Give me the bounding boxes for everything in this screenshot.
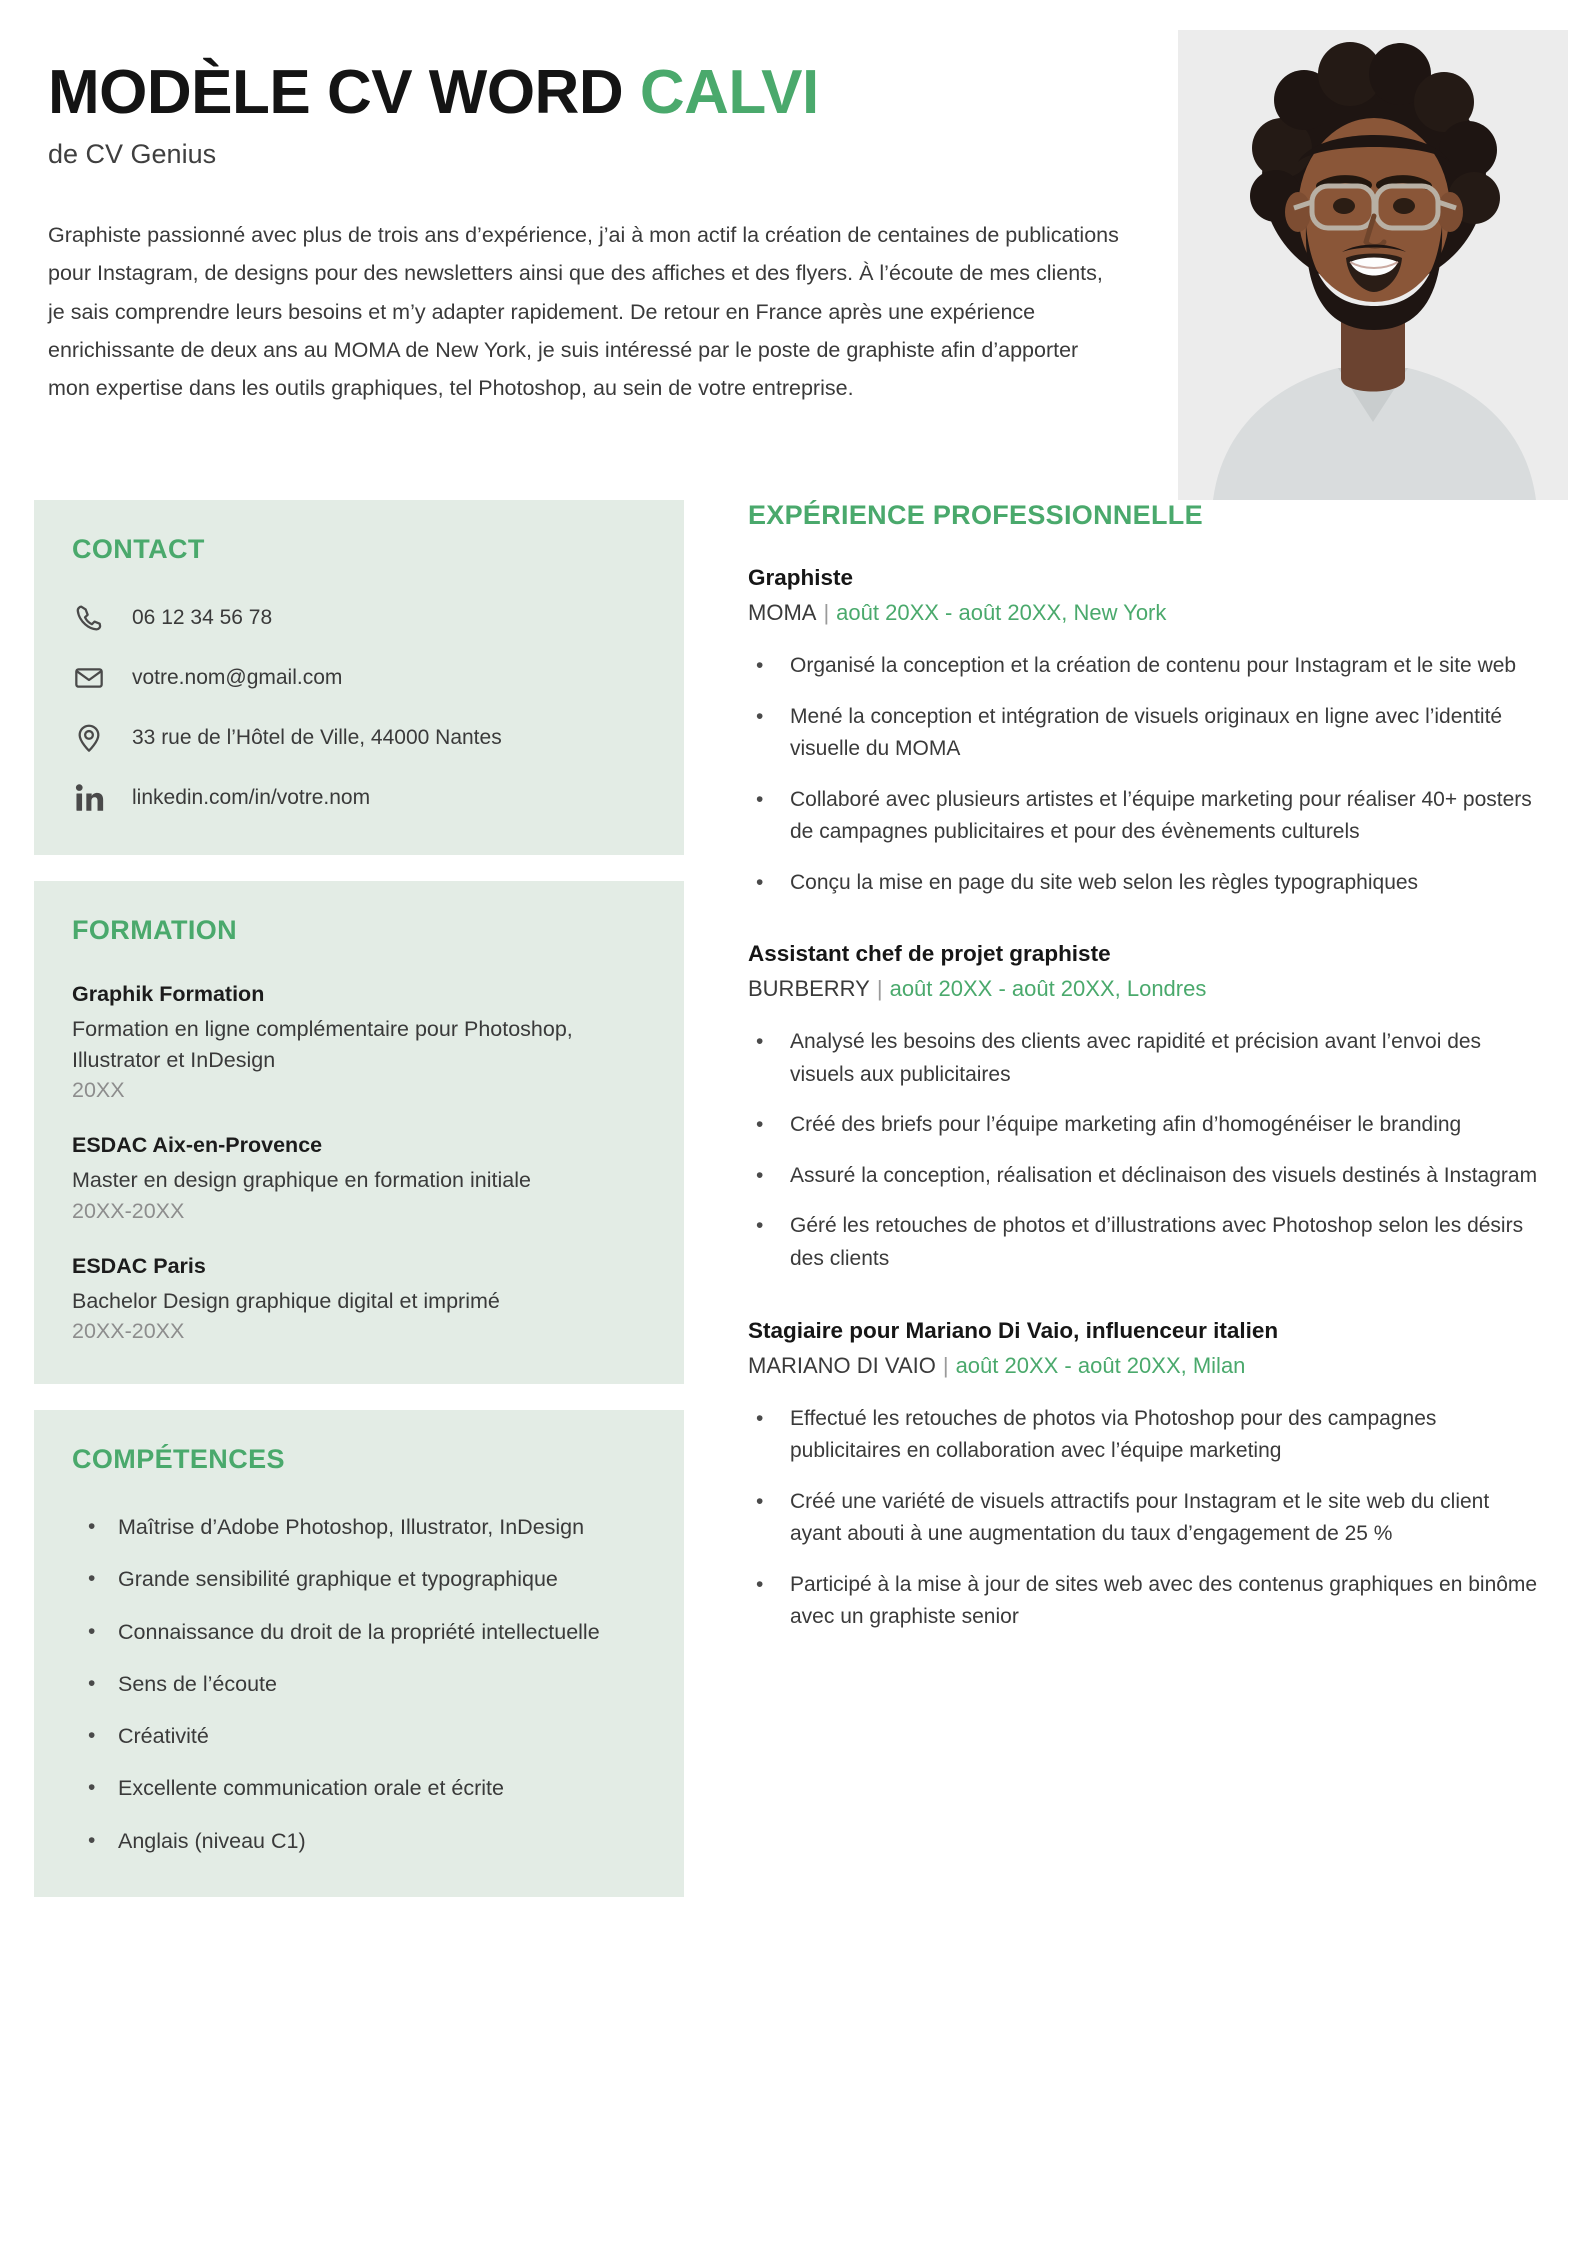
page-title-accent: CALVI xyxy=(639,58,819,127)
bullet-icon: • xyxy=(756,704,764,728)
bullet-icon: • xyxy=(88,1671,96,1695)
job-company: BURBERRY xyxy=(748,976,870,1002)
profile-summary: Graphiste passionné avec plus de trois ans d’expérience, j’ai à mon actif la création de centaines de publications pour Instagram, de designs pour des newsletters ainsi que des affiches et des flyers. À l’écoute de mes clients, je sais comprendre leurs besoins et m’y adapter rapidement. De retour en France après une expérience enrichissante de deux ans au MOMA de New York, je suis intéressé par le poste de graphiste afin d’apporter mon expertise dans les outils graphiques, tel Photoshop, au sein de votre entreprise. xyxy=(48,223,1119,401)
list-item xyxy=(748,1210,1542,1275)
job-bullets xyxy=(748,650,1542,899)
list-item xyxy=(748,1109,1542,1142)
job-role: Assistant chef de projet graphiste xyxy=(748,941,1111,967)
skill-text: Excellente communication orale et écrite xyxy=(118,1776,504,1801)
contact-item-linkedin[interactable] xyxy=(72,781,646,815)
contact-value-address: 33 rue de l’Hôtel de Ville, 44000 Nantes xyxy=(132,726,502,749)
contact-section xyxy=(34,500,684,855)
bullet-icon: • xyxy=(88,1619,96,1643)
job-period: août 20XX - août 20XX, Londres xyxy=(889,976,1207,1002)
skill-text: Grande sensibilité graphique et typographique xyxy=(118,1567,558,1592)
education-school: Graphik Formation xyxy=(72,982,265,1006)
bullet-text: Effectué les retouches de photos via Photoshop pour des campagnes publicitaires en collaboration avec l’équipe marketing xyxy=(790,1406,1437,1463)
list-item xyxy=(748,1403,1542,1468)
skills-list xyxy=(72,1511,646,1857)
list-item xyxy=(72,1563,646,1595)
contact-section-title: CONTACT xyxy=(72,534,205,564)
contact-item-email[interactable] xyxy=(72,661,646,695)
skill-text: Maîtrise d’Adobe Photoshop, Illustrator, InDesign xyxy=(118,1515,585,1540)
bullet-text: Collaboré avec plusieurs artistes et l’équipe marketing pour réaliser 40+ posters de campagnes publicitaires et pour des évènements culturels xyxy=(790,787,1532,844)
job-period: août 20XX - août 20XX, New York xyxy=(836,600,1167,625)
experience-entry xyxy=(748,1318,1542,1634)
education-school: ESDAC Paris xyxy=(72,1253,206,1278)
skills-section-title: COMPÉTENCES xyxy=(72,1444,285,1475)
bullet-text: Assuré la conception, réalisation et déclinaison des visuels destinés à Instagram xyxy=(790,1163,1538,1187)
sidebar xyxy=(34,500,684,1923)
list-item xyxy=(72,1772,646,1804)
bullet-icon: • xyxy=(756,654,764,677)
bullet-icon: • xyxy=(756,1113,764,1137)
list-item xyxy=(748,1486,1542,1551)
bullet-icon: • xyxy=(756,1489,764,1513)
job-meta xyxy=(748,600,1542,626)
contact-value-email: votre.nom@gmail.com xyxy=(132,666,343,689)
list-item xyxy=(748,650,1542,683)
job-meta xyxy=(748,976,1542,1002)
page-subtitle: de CV Genius xyxy=(48,139,217,170)
experience-section-title: EXPÉRIENCE PROFESSIONNELLE xyxy=(748,500,1203,530)
bullet-text: Conçu la mise en page du site web selon les règles typographiques xyxy=(790,870,1419,894)
job-role: Stagiaire pour Mariano Di Vaio, influenceur italien xyxy=(748,1317,1279,1343)
bullet-text: Organisé la conception et la création de contenu pour Instagram et le site web xyxy=(790,654,1517,677)
contact-item-address[interactable] xyxy=(72,721,646,755)
education-section xyxy=(34,881,684,1384)
contact-list xyxy=(72,601,646,815)
list-item xyxy=(72,1825,646,1857)
linkedin-icon xyxy=(72,781,106,815)
bullet-icon: • xyxy=(88,1724,96,1748)
skill-text: Anglais (niveau C1) xyxy=(118,1828,306,1853)
education-degree: Bachelor Design graphique digital et imprimé xyxy=(72,1288,500,1313)
experience-entry xyxy=(748,941,1542,1275)
education-entry xyxy=(72,982,646,1103)
bullet-text: Participé à la mise à jour de sites web avec des contenus graphiques en binôme avec un graphiste senior xyxy=(790,1572,1538,1629)
list-item xyxy=(748,1026,1542,1091)
contact-value-linkedin: linkedin.com/in/votre.nom xyxy=(132,786,371,809)
bullet-icon: • xyxy=(756,1406,764,1430)
bullet-icon: • xyxy=(88,1515,96,1539)
job-company: MARIANO DI VAIO xyxy=(748,1352,936,1378)
portrait-illustration xyxy=(1178,30,1568,500)
education-entry xyxy=(72,1133,646,1224)
skill-text: Connaissance du droit de la propriété intellectuelle xyxy=(118,1619,600,1644)
list-item xyxy=(748,701,1542,766)
bullet-icon: • xyxy=(756,1030,764,1054)
education-entry xyxy=(72,1254,646,1345)
contact-item-phone[interactable] xyxy=(72,601,646,635)
location-pin-icon xyxy=(72,721,106,755)
list-item xyxy=(72,1720,646,1752)
job-separator: | xyxy=(823,600,830,625)
education-date: 20XX xyxy=(72,1078,125,1103)
bullet-icon: • xyxy=(88,1776,96,1800)
list-item xyxy=(748,784,1542,849)
bullet-icon: • xyxy=(756,1163,764,1187)
avatar xyxy=(1178,30,1568,500)
main-content xyxy=(684,500,1588,1634)
list-item xyxy=(748,1569,1542,1634)
list-item xyxy=(72,1511,646,1543)
education-school: ESDAC Aix-en-Provence xyxy=(72,1133,323,1158)
bullet-icon: • xyxy=(88,1567,96,1591)
bullet-icon: • xyxy=(756,1214,764,1238)
education-date: 20XX-20XX xyxy=(72,1319,185,1344)
bullet-icon: • xyxy=(756,1572,764,1596)
bullet-text: Créé une variété de visuels attractifs pour Instagram et le site web du client ayant abouti à une augmentation du taux d’engagement de 25 % xyxy=(790,1489,1490,1546)
job-role: Graphiste xyxy=(748,565,854,590)
education-date: 20XX-20XX xyxy=(72,1198,185,1223)
job-company: MOMA xyxy=(748,600,817,625)
education-section-title: FORMATION xyxy=(72,915,238,945)
bullet-text: Analysé les besoins des clients avec rapidité et précision avant l’envoi des visuels aux publicitaires xyxy=(790,1030,1482,1086)
bullet-icon: • xyxy=(88,1828,96,1852)
bullet-icon: • xyxy=(756,787,764,811)
job-bullets xyxy=(748,1026,1542,1275)
job-period: août 20XX - août 20XX, Milan xyxy=(955,1352,1246,1378)
job-separator: | xyxy=(876,976,883,1002)
list-item xyxy=(72,1668,646,1700)
bullet-text: Créé des briefs pour l’équipe marketing afin d’homogénéiser le branding xyxy=(790,1113,1462,1137)
page-title-main: MODÈLE CV WORD xyxy=(48,58,624,127)
contact-value-phone: 06 12 34 56 78 xyxy=(132,606,273,629)
content-columns xyxy=(0,500,1588,1923)
job-bullets xyxy=(748,1403,1542,1634)
bullet-text: Géré les retouches de photos et d’illustrations avec Photoshop selon les désirs des clients xyxy=(790,1214,1524,1271)
skill-text: Créativité xyxy=(118,1724,209,1749)
job-separator: | xyxy=(942,1352,949,1378)
experience-entry xyxy=(748,565,1542,899)
phone-icon xyxy=(72,601,106,635)
list-item xyxy=(748,1160,1542,1193)
education-degree: Master en design graphique en formation initiale xyxy=(72,1168,531,1193)
job-meta xyxy=(748,1353,1542,1379)
education-degree: Formation en ligne complémentaire pour Photoshop, Illustrator et InDesign xyxy=(72,1017,573,1072)
bullet-text: Mené la conception et intégration de visuels originaux en ligne avec l’identité visuelle du MOMA xyxy=(790,704,1503,761)
list-item xyxy=(748,867,1542,900)
skill-text: Sens de l’écoute xyxy=(118,1671,277,1696)
document-header xyxy=(0,0,1588,500)
skills-section xyxy=(34,1410,684,1897)
bullet-icon: • xyxy=(756,870,764,894)
list-item xyxy=(72,1616,646,1648)
envelope-icon xyxy=(72,661,106,695)
